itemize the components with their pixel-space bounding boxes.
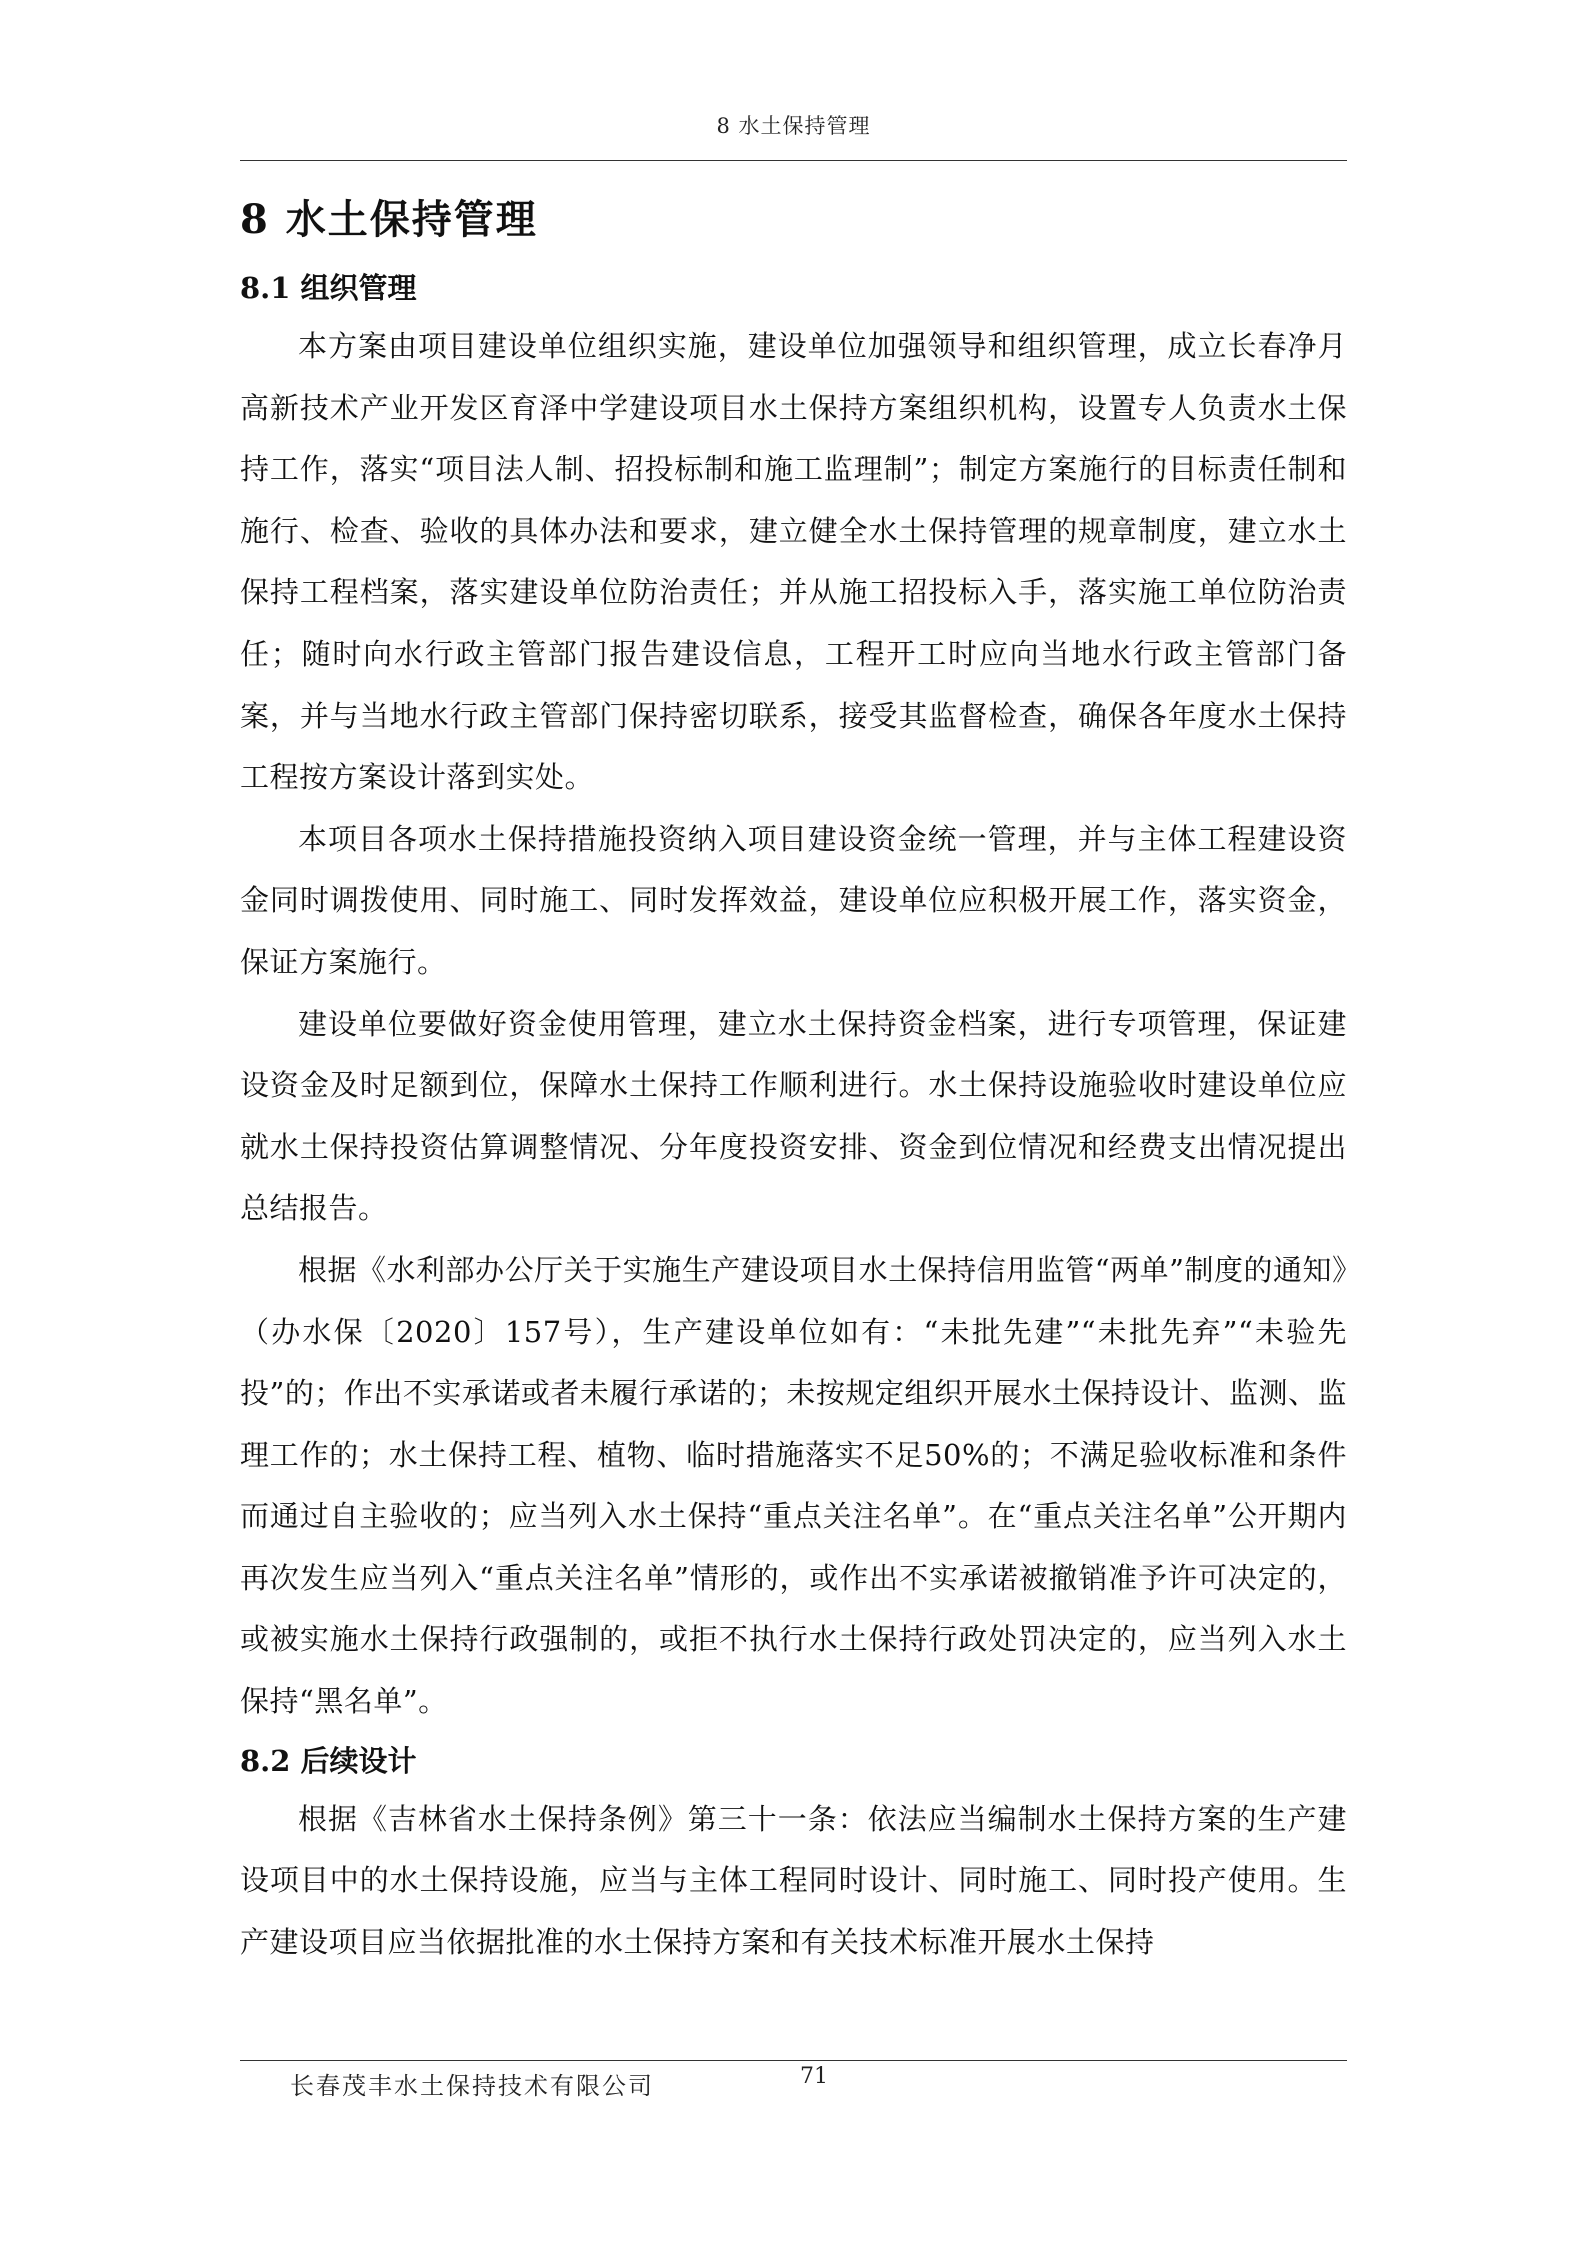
footer-divider [240, 2060, 1347, 2061]
paragraph: 根据《水利部办公厅关于实施生产建设项目水土保持信用监管“两单”制度的通知》（办水保〔2020〕157号），生产建设单位如有：“未批先建”“未批先弃”“未验先投”的；作出不实承诺或者未履行承诺的；未按规定组织开展水土保持设计、监测、监理工作的；水土保持工程、植物、临时措施落实不足50%的；不满足验收标准和条件而通过自主验收的；应当列入水土保持“重点关注名单”。在“重点关注名单”公开期内再次发生应当列入“重点关注名单”情形的，或作出不实承诺被撤销准予许可决定的，或被实施水土保持行政强制的，或拒不执行水土保持行政处罚决定的，应当列入水土保持“黑名单”。 [240, 1252, 1347, 1719]
chapter-title: 8 水土保持管理 [240, 196, 538, 243]
paragraph: 本方案由项目建设单位组织实施，建设单位加强领导和组织管理，成立长春净月高新技术产业开发区育泽中学建设项目水土保持方案组织机构，设置专人负责水土保持工作，落实“项目法人制、招投标制和施工监理制”；制定方案施行的目标责任制和施行、检查、验收的具体办法和要求，建立健全水土保持管理的规章制度，建立水土保持工程档案，落实建设单位防治责任；并从施工招投标入手，落实施工单位防治责任；随时向水行政主管部门报告建设信息，工程开工时应向当地水行政主管部门备案，并与当地水行政主管部门保持密切联系，接受其监督检查，确保各年度水土保持工程按方案设计落到实处。 [240, 329, 1347, 795]
running-header: 8 水土保持管理 [716, 114, 871, 138]
section-title-8-1: 8.1 组织管理 [240, 271, 417, 305]
paragraph: 本项目各项水土保持措施投资纳入项目建设资金统一管理，并与主体工程建设资金同时调拨使用、同时施工、同时发挥效益，建设单位应积极开展工作，落实资金，保证方案施行。 [240, 821, 1347, 979]
page-content [240, 188, 1347, 1973]
header-divider [240, 160, 1347, 161]
page-number: 71 [800, 2064, 828, 2089]
section-title-8-2: 8.2 后续设计 [240, 1743, 417, 1778]
paragraph: 建设单位要做好资金使用管理，建立水土保持资金档案，进行专项管理，保证建设资金及时足额到位，保障水土保持工作顺利进行。水土保持设施验收时建设单位应就水土保持投资估算调整情况、分年度投资安排、资金到位情况和经费支出情况提出总结报告。 [240, 1006, 1347, 1226]
footer-company-name: 长春茂丰水土保持技术有限公司 [290, 2072, 654, 2100]
paragraph: 根据《吉林省水土保持条例》第三十一条：依法应当编制水土保持方案的生产建设项目中的水土保持设施，应当与主体工程同时设计、同时施工、同时投产使用。生产建设项目应当依据批准的水土保持方案和有关技术标准开展水土保持 [240, 1801, 1347, 1959]
